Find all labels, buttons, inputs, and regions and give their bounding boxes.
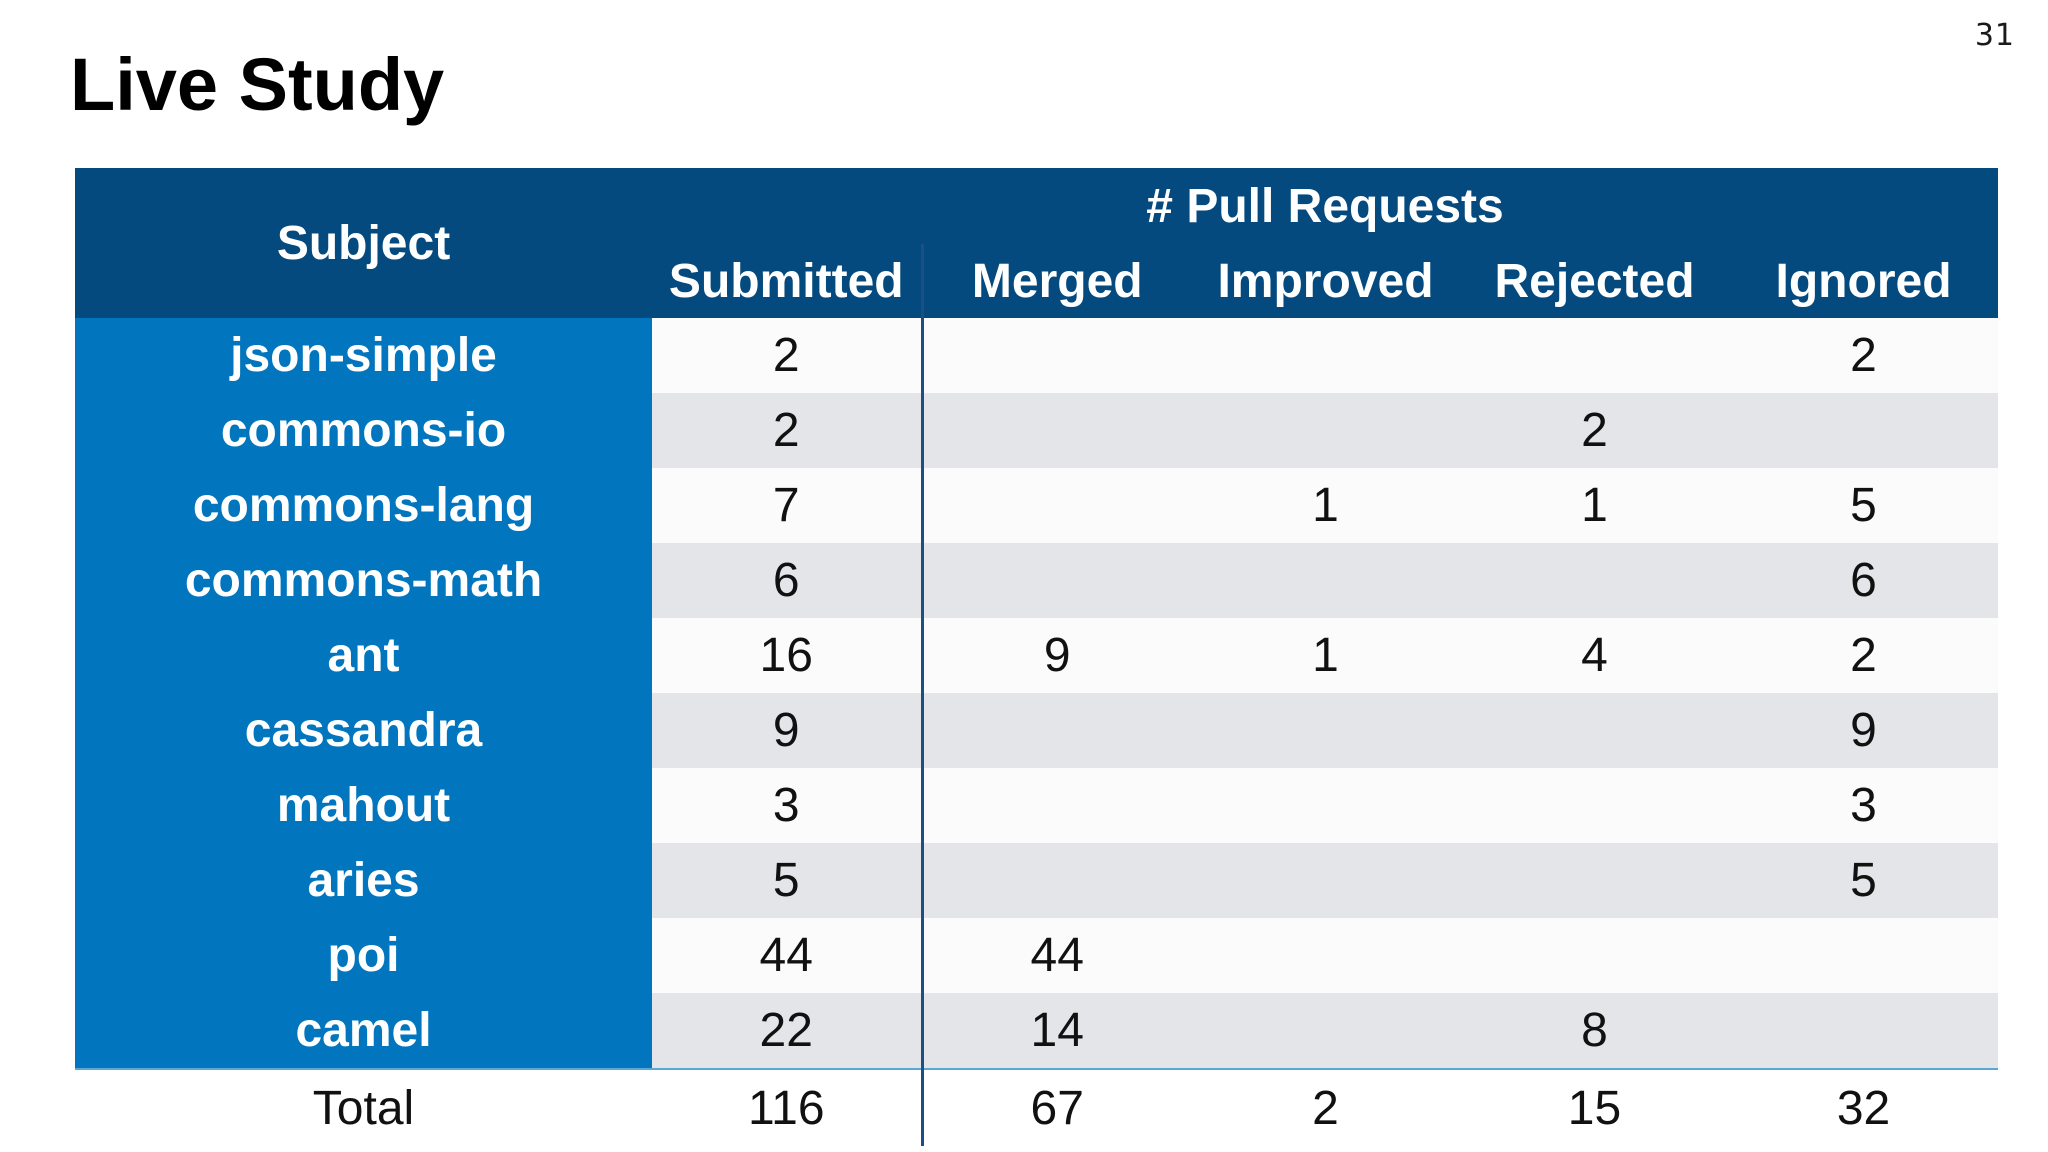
column-header-merged: Merged: [922, 244, 1191, 318]
rejected-cell: [1460, 543, 1729, 618]
page-number: 31: [1974, 18, 2015, 53]
subject-cell: cassandra: [75, 693, 652, 768]
rejected-cell: [1460, 693, 1729, 768]
table-row: [75, 393, 1998, 468]
merged-cell: [922, 543, 1191, 618]
merged-cell: [922, 318, 1191, 393]
table-row: [75, 843, 1998, 918]
table-row: [75, 768, 1998, 843]
slide-title: Live Study: [70, 43, 445, 126]
improved-cell: 1: [1191, 468, 1460, 543]
rejected-cell: 8: [1460, 993, 1729, 1069]
total-submitted: 116: [652, 1069, 922, 1146]
merged-cell: [922, 393, 1191, 468]
improved-cell: [1191, 843, 1460, 918]
ignored-cell: [1729, 993, 1998, 1069]
subject-cell: ant: [75, 618, 652, 693]
rejected-cell: [1460, 918, 1729, 993]
submitted-cell: 22: [652, 993, 922, 1069]
improved-cell: [1191, 918, 1460, 993]
submitted-cell: 2: [652, 393, 922, 468]
subject-header: Subject: [75, 168, 652, 318]
subject-cell: commons-lang: [75, 468, 652, 543]
submitted-cell: 2: [652, 318, 922, 393]
total-label: Total: [75, 1069, 652, 1146]
subject-cell: mahout: [75, 768, 652, 843]
column-header-rejected: Rejected: [1460, 244, 1729, 318]
total-merged: 67: [922, 1069, 1191, 1146]
table-row: [75, 468, 1998, 543]
subject-cell: commons-io: [75, 393, 652, 468]
merged-cell: [922, 468, 1191, 543]
rejected-cell: [1460, 768, 1729, 843]
merged-cell: 44: [922, 918, 1191, 993]
table-row: [75, 543, 1998, 618]
ignored-cell: [1729, 393, 1998, 468]
merged-cell: [922, 693, 1191, 768]
ignored-cell: 5: [1729, 843, 1998, 918]
total-ignored: 32: [1729, 1069, 1998, 1146]
column-header-improved: Improved: [1191, 244, 1460, 318]
improved-cell: [1191, 393, 1460, 468]
improved-cell: [1191, 768, 1460, 843]
column-header-ignored: Ignored: [1729, 244, 1998, 318]
ignored-cell: [1729, 918, 1998, 993]
subject-cell: camel: [75, 993, 652, 1069]
improved-cell: [1191, 318, 1460, 393]
submitted-cell: 6: [652, 543, 922, 618]
merged-cell: [922, 843, 1191, 918]
subject-cell: commons-math: [75, 543, 652, 618]
subject-cell: aries: [75, 843, 652, 918]
ignored-cell: 6: [1729, 543, 1998, 618]
rejected-cell: [1460, 843, 1729, 918]
table-row: [75, 318, 1998, 393]
table-row: [75, 693, 1998, 768]
total-improved: 2: [1191, 1069, 1460, 1146]
merged-cell: 14: [922, 993, 1191, 1069]
submitted-cell: 44: [652, 918, 922, 993]
rejected-cell: 2: [1460, 393, 1729, 468]
rejected-cell: 1: [1460, 468, 1729, 543]
table-row: [75, 618, 1998, 693]
submitted-cell: 3: [652, 768, 922, 843]
ignored-cell: 2: [1729, 318, 1998, 393]
ignored-cell: 2: [1729, 618, 1998, 693]
submitted-cell: 5: [652, 843, 922, 918]
pull-request-table: [75, 168, 1998, 1146]
header-row-group: [75, 168, 1998, 244]
rejected-cell: [1460, 318, 1729, 393]
ignored-cell: 5: [1729, 468, 1998, 543]
ignored-cell: 9: [1729, 693, 1998, 768]
merged-cell: 9: [922, 618, 1191, 693]
table-row: [75, 918, 1998, 993]
total-row: [75, 1069, 1998, 1146]
rejected-cell: 4: [1460, 618, 1729, 693]
total-rejected: 15: [1460, 1069, 1729, 1146]
merged-cell: [922, 768, 1191, 843]
submitted-cell: 16: [652, 618, 922, 693]
submitted-cell: 7: [652, 468, 922, 543]
submitted-cell: 9: [652, 693, 922, 768]
table-row: [75, 993, 1998, 1069]
improved-cell: 1: [1191, 618, 1460, 693]
column-header-submitted: Submitted: [652, 244, 922, 318]
improved-cell: [1191, 693, 1460, 768]
improved-cell: [1191, 993, 1460, 1069]
improved-cell: [1191, 543, 1460, 618]
ignored-cell: 3: [1729, 768, 1998, 843]
pull-requests-group-header: # Pull Requests: [652, 168, 1998, 244]
subject-cell: json-simple: [75, 318, 652, 393]
subject-cell: poi: [75, 918, 652, 993]
